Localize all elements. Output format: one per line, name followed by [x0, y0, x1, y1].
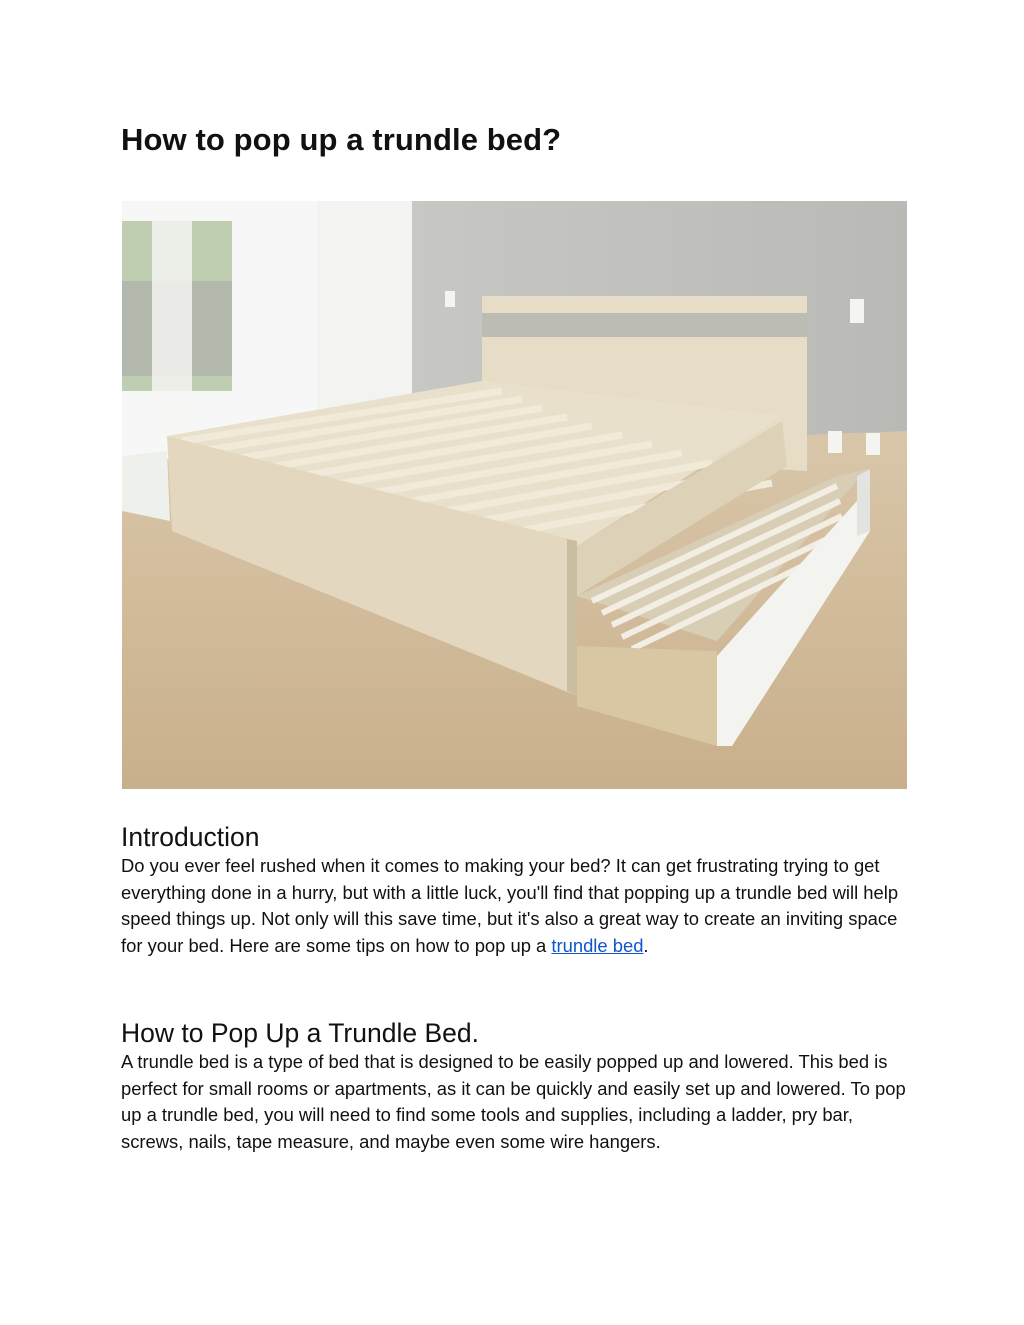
section-paragraph: A trundle bed is a type of bed that is designed to be easily popped up and lowered. This bed is perfect for small rooms or apartments, as it can be quickly and easily set up and lowered. To pop up a trundle bed, you will need to find some tools and supplies, including a ladder, pry bar, screws, nails, tape measure, and maybe even some wire hangers. — [121, 1051, 906, 1152]
trundle-bed-photo — [122, 201, 907, 789]
page-title: How to pop up a trundle bed? — [121, 122, 562, 157]
paragraph-text: Do you ever feel rushed when it comes to making your bed? It can get frustrating trying to get everything done in a hurry, but with a little luck, you'll find that popping up a trundle bed will help speed things up. Not only will this save time, but it's also a great way to create an inviting space for your bed. Here are some tips on how to pop up a — [121, 855, 899, 956]
section-paragraph — [121, 853, 906, 959]
bed-illustration — [122, 201, 907, 789]
trundle-bed-link[interactable]: trundle bed — [551, 934, 644, 956]
section-how-to — [121, 1017, 906, 1155]
section-introduction — [121, 821, 906, 959]
section-heading: Introduction — [121, 822, 260, 852]
section-heading: How to Pop Up a Trundle Bed. — [121, 1018, 479, 1048]
paragraph-text-end: . — [643, 934, 649, 956]
